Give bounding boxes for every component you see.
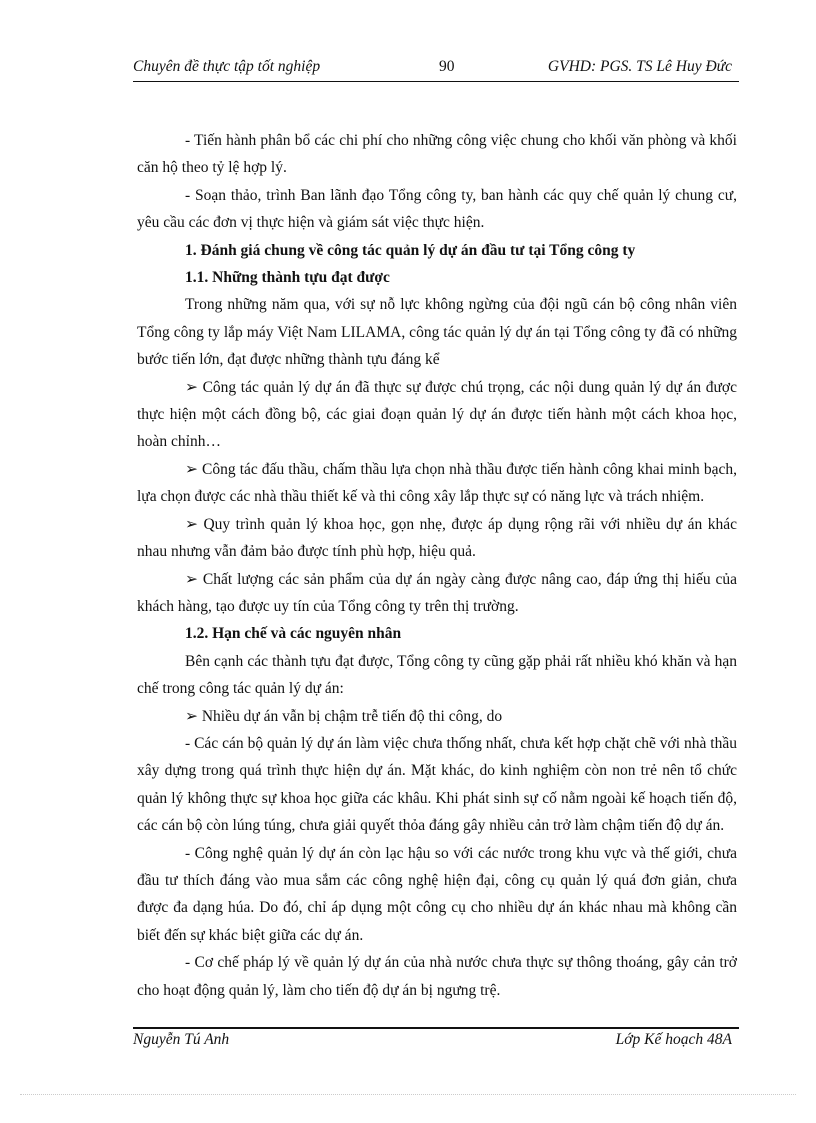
bullet-management-focus: ➢ Công tác quản lý dự án đã thực sự được chú trọng, các nội dung quản lý dự án được thực hiện một cách đồng bộ, các giai đoạn quản lý dự án được tiến hành một cách khoa học, hoàn chỉnh… <box>137 378 737 451</box>
bullet-process: ➢ Quy trình quản lý khoa học, gọn nhẹ, được áp dụng rộng rãi với nhiều dự án khác nhau nhưng vẫn đảm bảo được tính phù hợp, hiệu quả. <box>137 515 737 561</box>
paragraph-technology: - Công nghệ quản lý dự án còn lạc hậu so với các nước trong khu vực và thế giới, chưa đầu tư thích đáng vào mua sắm các công nghệ hiện đại, công cụ quản lý quá đơn giản, chưa được đa dạng húa. Do đó, chỉ áp dụng một công cụ cho nhiều dự án khác nhau mà không cần biết đến sự khác biệt giữa các dự án. <box>137 844 737 944</box>
footer-class: Lớp Kế hoạch 48A <box>615 1031 732 1048</box>
paragraph-achievements-intro: Trong những năm qua, với sự nỗ lực không ngừng của đội ngũ cán bộ công nhân viên Tổng công ty lắp máy Việt Nam LILAMA, công tác quản lý dự án tại Tổng công ty đã có những bước tiến lớn, đạt được những thành tựu đáng kể <box>137 296 737 369</box>
page-header <box>133 58 738 82</box>
page-footer <box>133 1031 738 1055</box>
footer-author: Nguyễn Tú Anh <box>133 1031 230 1048</box>
paragraph-cost-allocation: - Tiến hành phân bổ các chi phí cho những công việc chung cho khối văn phòng và khối căn hộ theo tỷ lệ hợp lý. <box>137 132 737 177</box>
document-body <box>137 127 737 1004</box>
bullet-quality: ➢ Chất lượng các sản phẩm của dự án ngày càng được nâng cao, đáp ứng thị hiếu của khách hàng, tạo được uy tín của Tổng công ty trên thị trường. <box>137 570 737 615</box>
page-edge <box>20 1094 796 1095</box>
paragraph-regulations: - Soạn thảo, trình Ban lãnh đạo Tổng công ty, ban hành các quy chế quản lý chung cư, yêu cầu các đơn vị thực hiện và giám sát việc thực hiện. <box>137 186 737 232</box>
subsection-heading-1-1: 1.1. Những thành tựu đạt được <box>185 269 390 287</box>
header-title: Chuyên đề thực tập tốt nghiệp <box>133 58 321 75</box>
bullet-bidding: ➢ Công tác đấu thầu, chấm thầu lựa chọn nhà thầu được tiến hành công khai minh bạch, lựa chọn được các nhà thầu thiết kế và thi công xây lắp thực sự có năng lực và trách nhiệm. <box>137 460 737 506</box>
paragraph-staff-coordination: - Các cán bộ quản lý dự án làm việc chưa thống nhất, chưa kết hợp chặt chẽ với nhà thầu xây dựng trong quá trình thực hiện dự án. Mặt khác, do kinh nghiệm còn non trẻ nên tổ chức quản lý không thực sự khoa học giữa các khâu. Khi phát sinh sự cố nằm ngoài kế hoạch tiến độ, các cán bộ còn lúng túng, chưa giải quyết thỏa đáng gây nhiều cản trở làm chậm tiến độ dự án. <box>137 734 737 835</box>
bullet-delays: ➢ Nhiều dự án vẫn bị chậm trễ tiến độ thi công, do <box>185 707 503 725</box>
header-divider <box>133 81 739 82</box>
footer-divider <box>133 1027 739 1029</box>
section-heading-1: 1. Đánh giá chung về công tác quản lý dự án đầu tư tại Tổng công ty <box>185 241 636 259</box>
subsection-heading-1-2: 1.2. Hạn chế và các nguyên nhân <box>185 625 402 643</box>
paragraph-limitations-intro: Bên cạnh các thành tựu đạt được, Tổng công ty cũng gặp phải rất nhiều khó khăn và hạn chế trong công tác quản lý dự án: <box>137 652 737 698</box>
paragraph-legal: - Cơ chế pháp lý về quản lý dự án của nhà nước chưa thực sự thông thoáng, gây cản trở cho hoạt động quản lý, làm cho tiến độ dự án bị ngưng trệ. <box>137 954 737 999</box>
header-supervisor: GVHD: PGS. TS Lê Huy Đức <box>547 58 732 75</box>
page-number: 90 <box>439 58 455 75</box>
